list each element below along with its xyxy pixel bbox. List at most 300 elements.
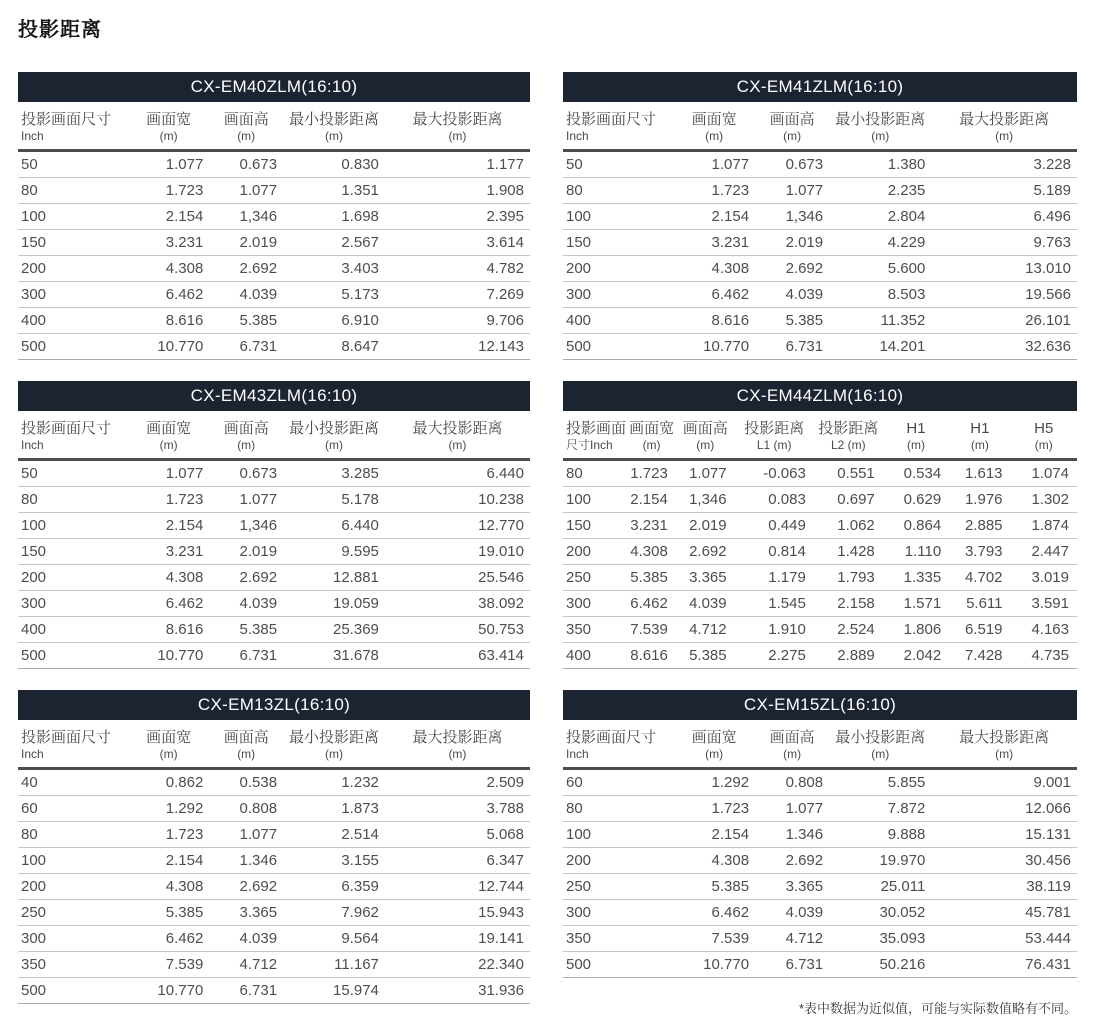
- value-cell: 2.885: [964, 517, 1003, 534]
- header-row: [18, 720, 530, 769]
- value-cell: 2.019: [689, 517, 727, 534]
- value-cell: 25.011: [880, 878, 926, 895]
- column-header: [949, 411, 1010, 460]
- size-cell: 350: [566, 930, 592, 947]
- footnote: *表中数据为近似值，可能与实际数值略有不同。: [798, 1001, 1077, 1016]
- spec-table: [18, 411, 530, 669]
- value-cell: 2.692: [689, 543, 727, 560]
- value-cell: 19.566: [1025, 286, 1071, 303]
- size-cell: 200: [566, 543, 592, 560]
- column-header: [18, 411, 128, 460]
- value-cell: 0.629: [903, 491, 942, 508]
- projection-table: [18, 690, 530, 1004]
- column-header: [563, 720, 673, 769]
- column-header: [829, 720, 931, 769]
- column-header: [627, 411, 676, 460]
- table-row: [18, 565, 530, 591]
- size-cell: 100: [21, 852, 47, 869]
- value-cell: 4.308: [165, 260, 204, 277]
- value-cell: 11.352: [880, 312, 926, 329]
- column-label: 画面宽: [629, 420, 675, 437]
- value-cell: 2.019: [239, 543, 278, 560]
- value-cell: 1.062: [837, 517, 875, 534]
- value-cell: 2.154: [711, 208, 750, 225]
- table-row: [18, 926, 530, 952]
- value-cell: 3.591: [1031, 595, 1069, 612]
- size-cell: 350: [566, 621, 592, 638]
- column-unit: (m): [871, 747, 890, 761]
- value-cell: 2.692: [239, 260, 278, 277]
- column-unit: (m): [705, 129, 724, 143]
- column-header: [931, 102, 1077, 151]
- column-header: [563, 411, 627, 460]
- value-cell: 1.380: [887, 156, 926, 173]
- table-row: [18, 334, 530, 360]
- column-header: [283, 102, 385, 151]
- column-unit: (m): [324, 747, 343, 761]
- column-unit: Inch: [566, 129, 589, 143]
- table-row: [18, 643, 530, 669]
- column-unit: (m): [642, 438, 661, 452]
- value-cell: 45.781: [1025, 904, 1071, 921]
- size-cell: 60: [566, 774, 583, 791]
- value-cell: 4.039: [785, 286, 824, 303]
- value-cell: 1.346: [785, 826, 824, 843]
- size-cell: 100: [21, 208, 47, 225]
- size-cell: 100: [21, 517, 47, 534]
- size-cell: 300: [566, 286, 592, 303]
- value-cell: 25.546: [478, 569, 524, 586]
- value-cell: 1.976: [964, 491, 1003, 508]
- column-header: [18, 102, 128, 151]
- column-header: [1011, 411, 1077, 460]
- size-cell: 80: [21, 491, 38, 508]
- size-cell: 400: [566, 312, 592, 329]
- value-cell: 1.179: [768, 569, 806, 586]
- value-cell: 1.177: [486, 156, 524, 173]
- value-cell: 19.010: [478, 543, 524, 560]
- value-cell: 5.611: [966, 595, 1003, 612]
- value-cell: 1.873: [341, 800, 379, 817]
- value-cell: 2.154: [711, 826, 750, 843]
- value-cell: 6.731: [785, 956, 824, 973]
- table-row: [18, 178, 530, 204]
- value-cell: 0.808: [239, 800, 278, 817]
- value-cell: 38.092: [478, 595, 524, 612]
- size-cell: 200: [21, 878, 47, 895]
- column-label: 最大投影距离: [412, 111, 503, 128]
- size-cell: 80: [566, 465, 583, 482]
- column-unit: (m): [237, 747, 256, 761]
- value-cell: 2.042: [903, 647, 942, 664]
- table-row: [563, 926, 1077, 952]
- value-cell: 1.723: [165, 491, 204, 508]
- size-cell: 150: [21, 543, 47, 560]
- size-cell: 200: [566, 852, 592, 869]
- value-cell: 2.395: [486, 208, 524, 225]
- value-cell: 7.428: [964, 647, 1003, 664]
- column-unit: (m): [237, 438, 256, 452]
- value-cell: 7.539: [165, 956, 204, 973]
- table-row: [18, 487, 530, 513]
- table-title-bar: CX-EM44ZLM(16:10): [563, 381, 1077, 411]
- column-unit: (m): [1034, 438, 1053, 452]
- value-cell: 7.539: [630, 621, 668, 638]
- value-cell: 2.804: [887, 208, 926, 225]
- size-cell: 150: [566, 517, 592, 534]
- header-row: [18, 411, 530, 460]
- value-cell: 4.712: [239, 956, 278, 973]
- value-cell: 9.564: [341, 930, 379, 947]
- value-cell: 50.753: [478, 621, 524, 638]
- value-cell: 0.538: [239, 774, 278, 791]
- value-cell: 0.449: [768, 517, 806, 534]
- value-cell: 14.201: [879, 338, 926, 355]
- table-title-bar: CX-EM13ZL(16:10): [18, 690, 530, 720]
- table-row: [18, 848, 530, 874]
- value-cell: 2.889: [837, 647, 875, 664]
- value-cell: 22.340: [478, 956, 524, 973]
- table-title-bar: CX-EM40ZLM(16:10): [18, 72, 530, 102]
- column-unit: 尺寸Inch: [566, 438, 613, 452]
- column-unit: (m): [159, 747, 178, 761]
- table-row: [18, 769, 530, 796]
- value-cell: 6.731: [239, 647, 278, 664]
- value-cell: 1,346: [785, 208, 824, 225]
- column-label: H1: [970, 420, 990, 437]
- size-cell: 50: [566, 156, 583, 173]
- value-cell: 6.462: [165, 286, 204, 303]
- value-cell: 13.010: [1025, 260, 1071, 277]
- value-cell: 2.692: [239, 878, 278, 895]
- value-cell: 4.782: [486, 260, 524, 277]
- value-cell: 0.534: [903, 465, 942, 482]
- value-cell: 10.770: [703, 338, 750, 355]
- value-cell: 0.673: [239, 465, 278, 482]
- value-cell: 4.308: [711, 260, 750, 277]
- value-cell: 5.600: [887, 260, 926, 277]
- size-cell: 100: [566, 208, 592, 225]
- size-cell: 500: [566, 956, 592, 973]
- value-cell: 26.101: [1025, 312, 1071, 329]
- value-cell: 2.019: [785, 234, 824, 251]
- value-cell: 3.285: [341, 465, 379, 482]
- column-unit: (m): [783, 129, 802, 143]
- value-cell: 1.292: [711, 774, 750, 791]
- value-cell: 1.698: [341, 208, 379, 225]
- column-unit: (m): [324, 129, 343, 143]
- value-cell: 1.723: [165, 182, 204, 199]
- size-cell: 300: [566, 595, 592, 612]
- table-row: [563, 769, 1077, 796]
- value-cell: 7.872: [887, 800, 926, 817]
- value-cell: 4.735: [1031, 647, 1069, 664]
- table-row: [563, 796, 1077, 822]
- column-unit: (m): [159, 438, 178, 452]
- value-cell: 31.936: [478, 982, 524, 999]
- size-cell: 80: [566, 182, 583, 199]
- column-label: 投影距离: [818, 420, 879, 437]
- value-cell: 2.154: [165, 852, 204, 869]
- column-header: [209, 411, 283, 460]
- value-cell: 3.788: [486, 800, 524, 817]
- column-label: 投影画面尺寸: [21, 729, 112, 746]
- column-unit: L1 (m): [756, 438, 792, 452]
- column-unit: (m): [906, 438, 925, 452]
- column-label: 最小投影距离: [835, 111, 926, 128]
- value-cell: 0.673: [239, 156, 278, 173]
- value-cell: 0.673: [785, 156, 824, 173]
- value-cell: 19.970: [879, 852, 926, 869]
- column-label: 画面高: [223, 111, 269, 128]
- column-header: [829, 102, 931, 151]
- column-header: [673, 102, 755, 151]
- table-row: [18, 822, 530, 848]
- table-row: [563, 256, 1077, 282]
- table-row: [18, 591, 530, 617]
- table-row: [563, 513, 1077, 539]
- table-row: [563, 334, 1077, 360]
- value-cell: 6.910: [341, 312, 379, 329]
- size-cell: 300: [21, 595, 47, 612]
- table-row: [18, 900, 530, 926]
- column-header: [128, 720, 209, 769]
- column-header: [385, 411, 530, 460]
- value-cell: 8.616: [165, 621, 204, 638]
- column-header: [563, 102, 673, 151]
- value-cell: 5.385: [239, 621, 278, 638]
- size-cell: 300: [21, 286, 47, 303]
- column-unit: Inch: [566, 747, 589, 761]
- value-cell: 2.235: [887, 182, 926, 199]
- size-cell: 100: [566, 826, 592, 843]
- table-row: [563, 617, 1077, 643]
- size-cell: 500: [21, 338, 47, 355]
- column-header: [883, 411, 949, 460]
- value-cell: 1.292: [165, 800, 204, 817]
- value-cell: 6.731: [785, 338, 824, 355]
- value-cell: 4.702: [964, 569, 1003, 586]
- column-label: 画面高: [223, 729, 269, 746]
- column-unit: (m): [448, 438, 467, 452]
- value-cell: 3.228: [1033, 156, 1071, 173]
- column-unit: (m): [448, 747, 467, 761]
- value-cell: 10.238: [478, 491, 524, 508]
- table-row: [563, 900, 1077, 926]
- value-cell: 1.723: [711, 182, 750, 199]
- column-unit: (m): [995, 747, 1014, 761]
- value-cell: 9.001: [1033, 774, 1071, 791]
- column-label: 投影画面尺寸: [21, 420, 112, 437]
- column-header: [209, 720, 283, 769]
- value-cell: 1.793: [837, 569, 875, 586]
- column-header: [283, 411, 385, 460]
- column-header: [18, 720, 128, 769]
- value-cell: 3.019: [1031, 569, 1069, 586]
- column-unit: L2 (m): [830, 438, 866, 452]
- value-cell: 2.509: [486, 774, 524, 791]
- table-title-bar: CX-EM43ZLM(16:10): [18, 381, 530, 411]
- column-label: 画面宽: [691, 111, 737, 128]
- value-cell: 5.385: [785, 312, 824, 329]
- column-header: [814, 411, 883, 460]
- value-cell: 3.403: [341, 260, 379, 277]
- table-row: [18, 617, 530, 643]
- value-cell: 5.385: [165, 904, 204, 921]
- column-unit: Inch: [21, 129, 44, 143]
- table-row: [18, 952, 530, 978]
- value-cell: 8.616: [165, 312, 204, 329]
- value-cell: 12.066: [1025, 800, 1071, 817]
- value-cell: 2.154: [630, 491, 668, 508]
- value-cell: 1.723: [165, 826, 204, 843]
- value-cell: 12.881: [333, 569, 379, 586]
- column-label: 投影画面尺寸: [566, 729, 657, 746]
- projection-table: [18, 72, 530, 360]
- value-cell: 2.447: [1031, 543, 1069, 560]
- value-cell: 11.167: [334, 956, 379, 973]
- tables-grid: [18, 72, 1077, 1004]
- value-cell: 4.163: [1031, 621, 1069, 638]
- column-header: [283, 720, 385, 769]
- column-label: 投影距离: [744, 420, 805, 437]
- table-row: [18, 874, 530, 900]
- value-cell: 6.462: [165, 595, 204, 612]
- value-cell: 2.567: [341, 234, 379, 251]
- column-header: [735, 411, 814, 460]
- page-title: 投影距离: [18, 19, 102, 41]
- size-cell: 50: [21, 465, 38, 482]
- size-cell: 350: [21, 956, 47, 973]
- table-row: [563, 643, 1077, 669]
- value-cell: 3.365: [785, 878, 824, 895]
- projection-table: [563, 72, 1077, 360]
- value-cell: 5.189: [1033, 182, 1071, 199]
- value-cell: 1.077: [689, 465, 727, 482]
- value-cell: 0.808: [785, 774, 824, 791]
- value-cell: 2.154: [165, 517, 204, 534]
- value-cell: 5.385: [239, 312, 278, 329]
- column-header: [755, 720, 829, 769]
- value-cell: 38.119: [1026, 878, 1071, 895]
- table-row: [18, 513, 530, 539]
- value-cell: 3.365: [239, 904, 278, 921]
- column-label: 画面宽: [146, 111, 192, 128]
- value-cell: 1.077: [239, 826, 278, 843]
- column-unit: (m): [696, 438, 715, 452]
- value-cell: 2.154: [165, 208, 204, 225]
- table-row: [563, 539, 1077, 565]
- projection-table: [563, 690, 1077, 978]
- value-cell: 6.359: [341, 878, 379, 895]
- value-cell: 10.770: [157, 647, 204, 664]
- table-row: [563, 487, 1077, 513]
- table-title-bar: CX-EM15ZL(16:10): [563, 690, 1077, 720]
- value-cell: 5.385: [630, 569, 668, 586]
- value-cell: 4.039: [239, 930, 278, 947]
- value-cell: 1.723: [711, 800, 750, 817]
- spec-table: [18, 720, 530, 1004]
- value-cell: 1.908: [486, 182, 524, 199]
- table-row: [563, 952, 1077, 978]
- value-cell: 1,346: [239, 208, 278, 225]
- value-cell: 53.444: [1025, 930, 1071, 947]
- table-row: [563, 460, 1077, 487]
- table-row: [18, 796, 530, 822]
- value-cell: 30.456: [1025, 852, 1071, 869]
- value-cell: 1.545: [768, 595, 806, 612]
- value-cell: 6.462: [711, 286, 750, 303]
- value-cell: 3.155: [341, 852, 379, 869]
- table-row: [563, 282, 1077, 308]
- header-row: [563, 102, 1077, 151]
- value-cell: 4.229: [887, 234, 926, 251]
- column-label: 最小投影距离: [835, 729, 926, 746]
- value-cell: 3.231: [630, 517, 668, 534]
- spec-table: [18, 102, 530, 360]
- column-header: [385, 720, 530, 769]
- value-cell: 1.723: [630, 465, 668, 482]
- value-cell: 6.519: [964, 621, 1003, 638]
- value-cell: 6.462: [165, 930, 204, 947]
- value-cell: 5.068: [486, 826, 524, 843]
- column-unit: (m): [995, 129, 1014, 143]
- value-cell: 4.039: [689, 595, 727, 612]
- value-cell: 9.595: [341, 543, 379, 560]
- column-label: 投影画面: [566, 420, 627, 437]
- value-cell: 0.083: [768, 491, 806, 508]
- column-unit: (m): [705, 747, 724, 761]
- column-header: [676, 411, 735, 460]
- column-label: 最大投影距离: [412, 729, 503, 746]
- size-cell: 80: [21, 826, 38, 843]
- value-cell: 1.077: [239, 491, 278, 508]
- value-cell: 19.059: [333, 595, 379, 612]
- column-label: 最大投影距离: [959, 111, 1050, 128]
- value-cell: 6.462: [630, 595, 668, 612]
- value-cell: 9.706: [486, 312, 524, 329]
- value-cell: 31.678: [333, 647, 379, 664]
- column-label: H5: [1034, 420, 1054, 437]
- column-label: 最小投影距离: [288, 420, 379, 437]
- value-cell: 1.077: [165, 156, 204, 173]
- size-cell: 40: [21, 774, 38, 791]
- value-cell: 0.830: [341, 156, 379, 173]
- value-cell: 4.039: [239, 595, 278, 612]
- value-cell: 15.974: [333, 982, 379, 999]
- size-cell: 500: [566, 338, 592, 355]
- value-cell: 4.712: [785, 930, 824, 947]
- value-cell: 25.369: [333, 621, 379, 638]
- table-row: [18, 256, 530, 282]
- value-cell: 2.524: [837, 621, 875, 638]
- column-label: H1: [906, 420, 926, 437]
- spec-table: [563, 411, 1077, 669]
- value-cell: -0.063: [763, 465, 806, 482]
- column-label: 画面高: [223, 420, 269, 437]
- value-cell: 7.269: [486, 286, 524, 303]
- size-cell: 400: [21, 312, 47, 329]
- table-row: [18, 308, 530, 334]
- value-cell: 2.692: [785, 260, 824, 277]
- table-title-bar: CX-EM41ZLM(16:10): [563, 72, 1077, 102]
- value-cell: 1.074: [1031, 465, 1069, 482]
- column-header: [673, 720, 755, 769]
- value-cell: 4.308: [165, 878, 204, 895]
- column-unit: (m): [324, 438, 343, 452]
- value-cell: 9.888: [887, 826, 926, 843]
- table-row: [18, 539, 530, 565]
